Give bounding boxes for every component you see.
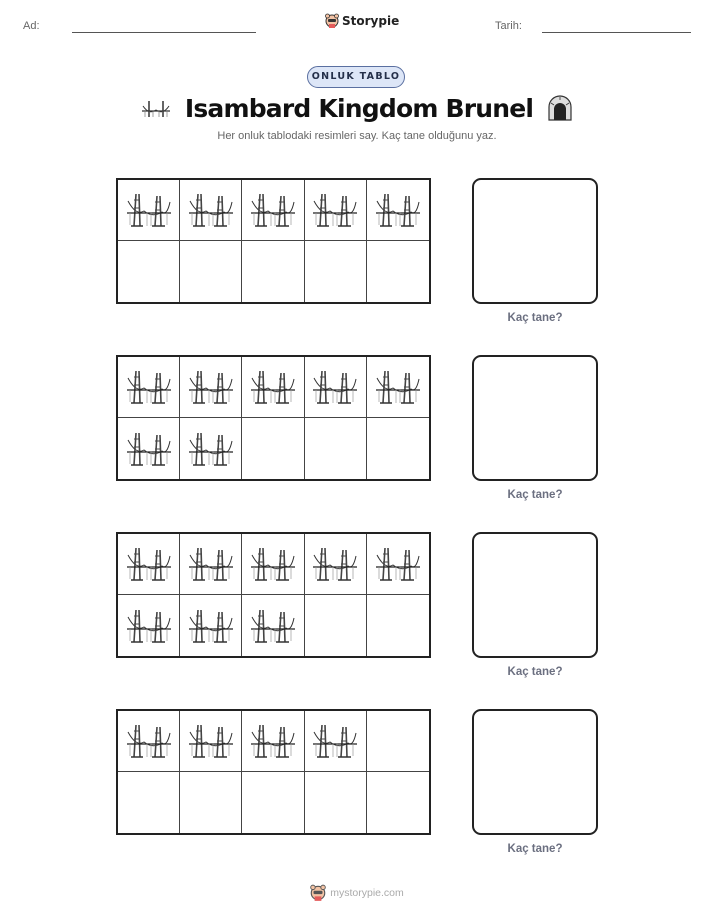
suspension-bridge-icon [127, 544, 171, 584]
ten-frame-cell [180, 711, 242, 772]
ten-frame [116, 178, 431, 304]
ten-frame [116, 532, 431, 658]
ten-frame-cell [242, 711, 304, 772]
ten-frame-cell [305, 534, 367, 595]
suspension-bridge-icon [127, 721, 171, 761]
ten-frame-cell [305, 772, 367, 833]
suspension-bridge-icon [189, 367, 233, 407]
ten-frame-cell [367, 534, 429, 595]
ten-frame-cell [367, 180, 429, 241]
ten-frame-cell [118, 180, 180, 241]
answer-box[interactable] [472, 532, 598, 658]
ten-frame-cell [367, 357, 429, 418]
ten-frame-cell [180, 418, 242, 479]
date-label: Tarih: [495, 20, 522, 32]
ten-frame-cell [367, 711, 429, 772]
suspension-bridge-icon [127, 606, 171, 646]
ten-frame-cell [242, 357, 304, 418]
suspension-bridge-icon [251, 190, 295, 230]
suspension-bridge-icon [189, 544, 233, 584]
ten-frame-cell [118, 595, 180, 656]
footer-url: mystorypie.com [330, 887, 404, 899]
ten-frame-cell [242, 418, 304, 479]
answer-label: Kaç tane? [507, 843, 563, 855]
ten-frame [116, 355, 431, 481]
ten-frame-cell [305, 711, 367, 772]
suspension-bridge-icon [127, 367, 171, 407]
ten-frame-cell [118, 418, 180, 479]
brand-logo [325, 13, 399, 29]
worksheet-type-badge: ONLUK TABLO [307, 66, 405, 88]
suspension-bridge-icon [189, 606, 233, 646]
date-field[interactable] [542, 32, 691, 33]
answer-box[interactable] [472, 178, 598, 304]
name-field[interactable] [72, 32, 256, 33]
suspension-bridge-icon [127, 190, 171, 230]
suspension-bridge-icon [251, 367, 295, 407]
brand-name: Storypie [342, 14, 400, 28]
ten-frame-cell [242, 180, 304, 241]
answer-label: Kaç tane? [507, 312, 563, 324]
ten-frame-cell [118, 357, 180, 418]
footer [0, 884, 714, 902]
ten-frame-cell [118, 772, 180, 833]
suspension-bridge-icon [313, 367, 357, 407]
suspension-bridge-icon [251, 606, 295, 646]
ten-frame-cell [367, 418, 429, 479]
suspension-bridge-icon [141, 97, 171, 119]
page-title: Isambard Kingdom Brunel [184, 93, 534, 123]
suspension-bridge-icon [376, 190, 420, 230]
tunnel-icon [547, 95, 573, 121]
ten-frame-cell [305, 180, 367, 241]
name-label: Ad: [23, 20, 40, 32]
ten-frame-cell [118, 534, 180, 595]
title-row [0, 92, 714, 124]
ten-frame-cell [242, 772, 304, 833]
ten-frame-cell [305, 357, 367, 418]
ten-frame-cell [305, 418, 367, 479]
ten-frame-cell [180, 595, 242, 656]
suspension-bridge-icon [313, 190, 357, 230]
suspension-bridge-icon [313, 544, 357, 584]
ten-frame-cell [367, 595, 429, 656]
storypie-mascot-icon [310, 884, 326, 902]
suspension-bridge-icon [376, 544, 420, 584]
suspension-bridge-icon [189, 721, 233, 761]
suspension-bridge-icon [127, 429, 171, 469]
suspension-bridge-icon [189, 190, 233, 230]
instructions: Her onluk tablodaki resimleri say. Kaç tane olduğunu yaz. [217, 130, 497, 142]
ten-frame-cell [180, 534, 242, 595]
ten-frame-cell [242, 595, 304, 656]
ten-frame-cell [118, 241, 180, 302]
ten-frame-cell [180, 241, 242, 302]
answer-label: Kaç tane? [507, 666, 563, 678]
ten-frame-cell [180, 180, 242, 241]
ten-frame-cell [242, 241, 304, 302]
suspension-bridge-icon [189, 429, 233, 469]
ten-frame [116, 709, 431, 835]
suspension-bridge-icon [376, 367, 420, 407]
ten-frame-cell [305, 595, 367, 656]
storypie-mascot-icon [325, 13, 339, 29]
answer-box[interactable] [472, 355, 598, 481]
ten-frame-cell [367, 241, 429, 302]
ten-frame-cell [180, 357, 242, 418]
suspension-bridge-icon [313, 721, 357, 761]
answer-box[interactable] [472, 709, 598, 835]
answer-label: Kaç tane? [507, 489, 563, 501]
ten-frame-cell [367, 772, 429, 833]
ten-frame-cell [118, 711, 180, 772]
suspension-bridge-icon [251, 721, 295, 761]
ten-frame-cell [305, 241, 367, 302]
suspension-bridge-icon [251, 544, 295, 584]
ten-frame-cell [180, 772, 242, 833]
ten-frame-cell [242, 534, 304, 595]
